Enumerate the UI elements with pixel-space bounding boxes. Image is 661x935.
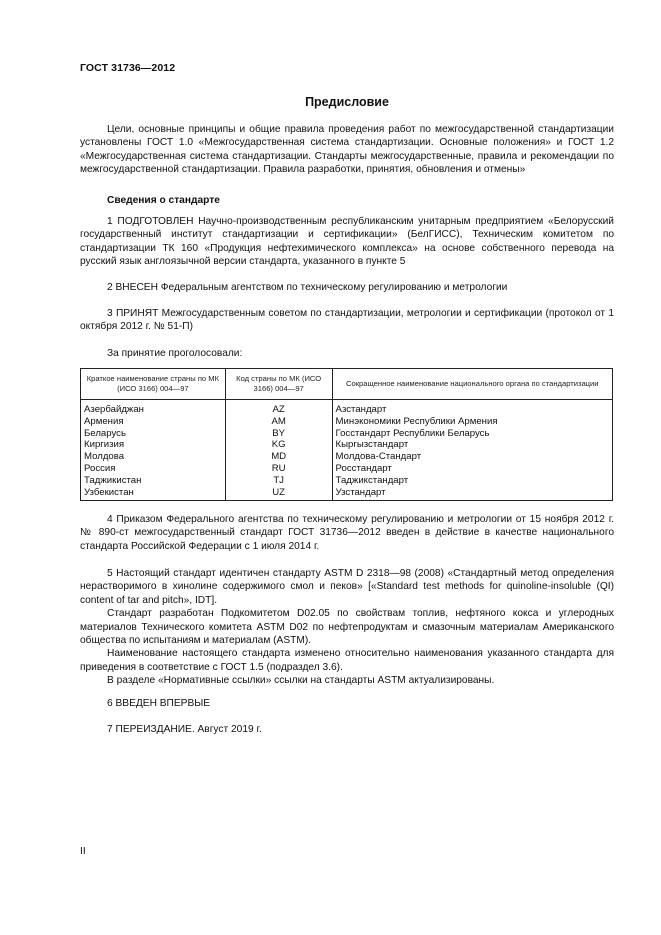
item-6: 6 ВВЕДЕН ВПЕРВЫЕ [107,698,211,709]
item-4 [80,513,614,553]
item-7: 7 ПЕРЕИЗДАНИЕ. Август 2019 г. [107,724,262,735]
country-cell: Азербайджан [81,400,226,416]
table-row [81,400,613,416]
country-cell: Таджикистан [81,475,226,487]
table-header-code: Код страны по МК (ИСО 3166) 004—97 [225,369,332,400]
code-cell: UZ [225,487,332,501]
code-cell: RU [225,463,332,475]
item-4-text: 4 Приказом Федерального агентства по техническому регулированию и метрологии от 15 ноября 2012 г. № 890-ст межгосударственный стандарт ГОСТ 31736—2012 введен в действие в качестве национального стандарта Российской Федерации с 1 июля 2014 г. [80,514,614,552]
agency-cell: Узстандарт [332,487,612,501]
item-5-paragraph-4: В разделе «Нормативные ссылки» ссылки на стандарты ASTM актуализированы. [107,675,495,687]
code-cell: BY [225,428,332,440]
table-row [81,439,613,451]
item-2: 2 ВНЕСЕН Федеральным агентством по техническому регулированию и метрологии [107,282,508,293]
agency-cell: Молдова-Стандарт [332,451,612,463]
country-cell: Киргизия [81,439,226,451]
code-cell: AM [225,416,332,428]
item-5-paragraph-2: Стандарт разработан Подкомитетом D02.05 по свойствам топлив, нефтяного кокса и углеродных материалов Технического комитета ASTM D02 по нефтепродуктам и смазочным материалам Американского общества по испытаниям и материалам (ASTM). [80,608,614,647]
country-cell: Узбекистан [81,487,226,501]
country-cell: Россия [81,463,226,475]
item-3 [80,307,614,334]
item-1-text: 1 ПОДГОТОВЛЕН Научно-производственным республиканским унитарным предприятием «Белорусский государственный институт стандартизации и сертификации» (БелГИСС), Техническим комитетом по стандартизации ТК 160 «Продукция нефтехимического комплекса» на основе собственного перевода на русский язык англоязычной версии стандарта, указанного в пункте 5 [80,216,614,268]
voted-label: За принятие проголосовали: [107,348,243,359]
table-header-body: Сокращенное наименование национального органа по стандартизации [332,369,612,400]
item-3-text: 3 ПРИНЯТ Межгосударственным советом по стандартизации, метрологии и сертификации (протокол от 1 октября 2012 г. № 51-П) [80,308,614,333]
country-cell: Беларусь [81,428,226,440]
page-number: II [80,846,86,857]
code-cell: KG [225,439,332,451]
agency-cell: Таджикстандарт [332,475,612,487]
country-cell: Молдова [81,451,226,463]
agency-cell: Минэкономики Республики Армения [332,416,612,428]
country-cell: Армения [81,416,226,428]
intro-text: Цели, основные принципы и общие правила проведения работ по межгосударственной стандартизации установлены ГОСТ 1.0 «Межгосударственная система стандартизации. Основные положения» и ГОСТ 1.2 «Межгосударственная система стандартизации. Стандарты межгосударственные, правила и рекомендации по межгосударственной стандартизации. Правила разработки, принятия, обновления и отмены» [80,124,614,176]
voting-table [80,368,613,501]
page-title: Предисловие [305,95,389,109]
table-row [81,475,613,487]
agency-cell: Росстандарт [332,463,612,475]
code-cell: AZ [225,400,332,416]
item-5-paragraph-3: Наименование настоящего стандарта изменено относительно наименования указанного стандарта для приведения в соответствие с ГОСТ 1.5 (подраздел 3.6). [80,648,614,673]
agency-cell: Госстандарт Республики Беларусь [332,428,612,440]
table-row [81,416,613,428]
table-row [81,428,613,440]
intro-paragraph [80,123,614,177]
document-code: ГОСТ 31736—2012 [80,62,176,74]
table-row [81,463,613,475]
agency-cell: Азстандарт [332,400,612,416]
item-5 [80,567,614,688]
code-cell: TJ [225,475,332,487]
item-5-paragraph-1: 5 Настоящий стандарт идентичен стандарту ASTM D 2318—98 (2008) «Стандартный метод определения нерастворимого в хинолине содержимого смол и пеков» [«Standard test methods for quinoline-insoluble (QI) content of tar and pitch», IDT]. [80,568,614,606]
table-row [81,451,613,463]
item-1 [80,215,614,269]
table-header-country: Краткое наименование страны по МК (ИСО 3166) 004—97 [81,369,226,400]
table-row [81,487,613,501]
table-header-row [81,369,613,400]
agency-cell: Кыргызстандарт [332,439,612,451]
section-heading: Сведения о стандарте [107,195,220,206]
code-cell: MD [225,451,332,463]
